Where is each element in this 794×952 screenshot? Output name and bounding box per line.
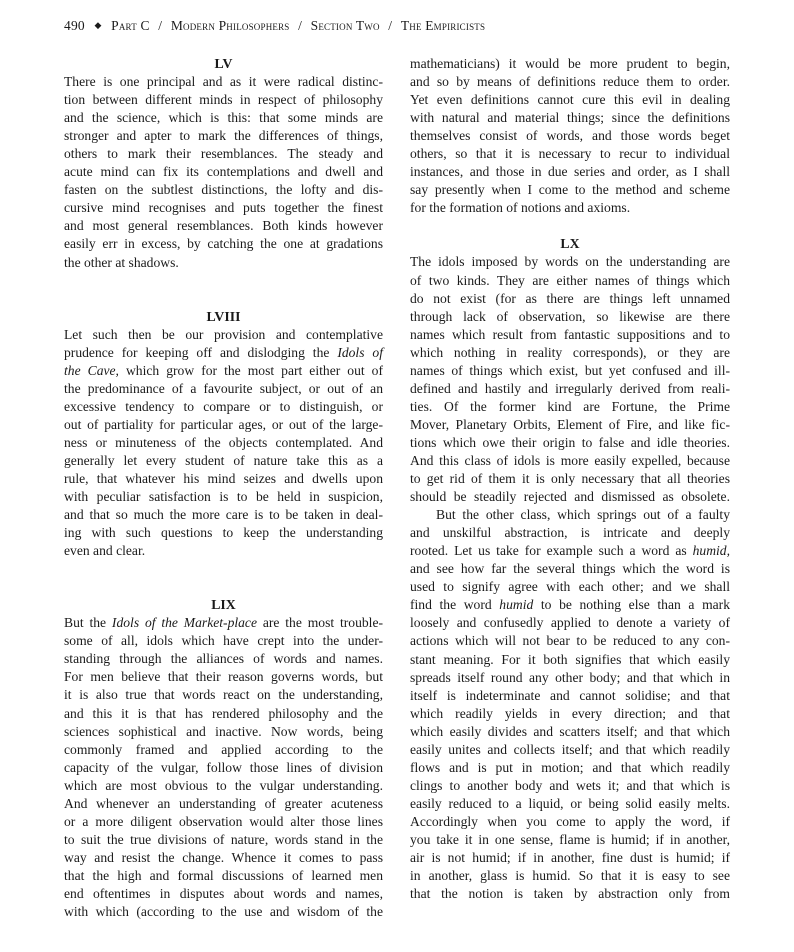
- text-line: and this it is that has rendered philosophy and the: [64, 705, 383, 721]
- text-line: some of all, idols which have crept into the under-: [64, 633, 383, 649]
- text-line: easily reduced to a liquid, or being solid easily melts.: [410, 795, 730, 811]
- text-line: in another, glass is humid. So that it is easy to see: [410, 868, 730, 884]
- text-line: with peculiar satisfaction is to be held in suspicion,: [64, 489, 383, 505]
- text-line: others, so that it is necessary to recur to individual: [410, 146, 730, 162]
- text-line: Mover, Planetary Orbits, Element of Fire, and like fic-: [410, 416, 730, 432]
- text-line: excessive tendency to compare or to distinguish, or: [64, 398, 383, 414]
- text-line: cursive mind recognises and puts together the finest: [64, 200, 383, 216]
- aphorism-lix-continued: [410, 55, 730, 217]
- text-line: tions which owe their origin to false and idle theories.: [410, 434, 730, 450]
- text-line: air is not humid; if in another, fine dust is humid; if: [410, 850, 730, 866]
- text-line: the other at shadows.: [64, 254, 179, 270]
- text-line: names of things which exist, but yet confused and ill-: [410, 362, 730, 378]
- italic-run: Idols of: [337, 344, 383, 360]
- text-line: easily err in excess, by catching the one at gradations: [64, 236, 383, 252]
- text-line: rule, that whatever his mind seizes and dwells upon: [64, 470, 383, 486]
- text-line: And this class of idols is more easily expelled, because: [410, 452, 730, 468]
- text-line: acute mind can fix its contemplations and dwell and: [64, 164, 383, 180]
- text-line: to suit the true divisions of nature, words stand in the: [64, 831, 383, 847]
- italic-run: humid: [499, 597, 534, 613]
- text-line: easily unites and collects itself; and that which readily: [410, 741, 730, 757]
- text-line: end oftentimes in disputes about words and names,: [64, 885, 383, 901]
- text-line: instances, and those in due series and order, as I shall: [410, 164, 730, 180]
- text-line: Yet even definitions cannot cure this evil in dealing: [410, 92, 730, 108]
- running-head: [64, 18, 744, 34]
- text-line: through lack of observation, so likewise are there: [410, 308, 730, 324]
- text-line: ties. Of the former kind are Fortune, the Prime: [410, 398, 730, 414]
- aphorism-heading-lx: LX: [560, 236, 580, 252]
- section-gap: [64, 560, 383, 596]
- text-line: For men believe that their reason governs words, but: [64, 669, 383, 685]
- page-number: 490: [64, 18, 85, 33]
- italic-run: Idols of the Market-place: [111, 615, 258, 631]
- text-line: and see how far the several things which the word is: [410, 561, 730, 577]
- text-line: actions which will not bear to be reduced to any con-: [410, 633, 730, 649]
- text-line: out of partiality for particular ages, or out of the large-: [64, 416, 383, 432]
- text-line: [64, 362, 383, 380]
- text-line: names which result from fantastic suppositions and to: [410, 326, 730, 342]
- aphorism-heading-lix: LIX: [211, 597, 236, 613]
- italic-run: the Cave,: [64, 362, 119, 378]
- text-line: [410, 542, 730, 560]
- text-line: and the science, which is this: that some minds are: [64, 110, 383, 126]
- text-run: to be nothing else than a mark: [533, 597, 730, 613]
- separator: /: [158, 18, 163, 33]
- text-line: fasten on the subtlest distinctions, the lofty and dis-: [64, 182, 383, 198]
- text-line: There is one principal and as it were radical distinc-: [64, 74, 383, 90]
- text-line: and unskilful abstraction, is intricate and deeply: [410, 525, 730, 541]
- text-line: that the notion is taken by abstraction only from: [410, 886, 730, 902]
- text-line: clings to another body and wets it; and that which is: [410, 777, 730, 793]
- text-line: ness or minuteness of the objects contemplated. And: [64, 434, 383, 450]
- text-run: which grow for the most part either out of: [118, 362, 383, 378]
- text-line: for the formation of notions and axioms.: [410, 200, 631, 216]
- separator: /: [298, 18, 303, 33]
- text-run: rooted. Let us take for example such a word as: [410, 543, 693, 559]
- chapter-title: The Empiricists: [400, 18, 486, 33]
- section-gap: [410, 217, 730, 235]
- diamond-ornament-icon: ◆: [94, 20, 102, 30]
- text-line: and most general resemblances. Both kinds however: [64, 218, 383, 234]
- text-line: generally let every student of nature take this as a: [64, 452, 383, 468]
- aphorism-heading-lviii: LVIII: [206, 308, 241, 324]
- text-line: say presently when I come to the method and scheme: [410, 182, 730, 198]
- aphorism-lviii-text: [64, 326, 383, 561]
- section-gap: [64, 272, 383, 308]
- aphorism-lv-text: [64, 73, 383, 272]
- text-line: stronger and apter to mark the differences of things,: [64, 128, 383, 144]
- text-line: you take it in one sense, flame is humid; if in another,: [410, 831, 730, 847]
- right-column: [410, 55, 730, 903]
- part-label: Part C: [111, 18, 150, 33]
- text-line: which readily yields in every direction; and that: [410, 705, 730, 721]
- text-line: mathematicians) it would be more prudent to begin,: [410, 56, 730, 71]
- text-line: itself is indeterminate and cannot solidise; and that: [410, 687, 730, 703]
- text-line: way and resist the change. Whence it comes to pass: [64, 849, 383, 865]
- text-line: that the high and formal discussions of learned men: [64, 867, 383, 883]
- text-line: it is also true that words react on the understanding,: [64, 687, 383, 703]
- text-line: even and clear.: [64, 543, 146, 559]
- text-line: standing through the alliances of words and names.: [64, 651, 383, 667]
- text-line: stant meaning. For it both signifies that which easily: [410, 651, 730, 667]
- book-title: Modern Philosophers: [170, 18, 290, 33]
- text-run: are the most trouble-: [257, 615, 384, 631]
- text-line: and so by means of definitions reduce them to order.: [410, 74, 730, 90]
- separator: /: [388, 18, 393, 33]
- text-line: spreads itself round any other body; and that which in: [410, 669, 730, 685]
- text-run: But the: [64, 615, 112, 631]
- aphorism-lix-text: [64, 614, 383, 921]
- text-line: ing with such questions to keep the understanding: [64, 525, 383, 541]
- text-line: capacity of the vulgar, follow those lines of division: [64, 759, 383, 775]
- text-line: do not exist (for as there are things left unnamed: [410, 290, 730, 306]
- text-run: prudence for keeping off and dislodging the: [64, 344, 338, 360]
- text-line: commonly framed and applied according to the: [64, 741, 383, 757]
- text-line: [64, 344, 383, 362]
- section-label: Section Two: [310, 18, 380, 33]
- text-line: Accordingly when you come to apply the word, if: [410, 813, 730, 829]
- text-line: flows and is put in motion; and that which readily: [410, 759, 730, 775]
- aphorism-lx-text: [410, 253, 730, 903]
- text-line: should be steadily rejected and dismissed as obsolete.: [410, 489, 730, 505]
- text-line: the predominance of a favourite subject, or out of an: [64, 380, 383, 396]
- text-line: of two kinds. They are either names of things which: [410, 272, 730, 288]
- text-line: which are most obvious to the vulgar understanding.: [64, 777, 383, 793]
- text-line: and that so much the more care is to be taken in deal-: [64, 507, 383, 523]
- italic-run: humid,: [692, 543, 730, 559]
- text-line: to get rid of them it is only necessary that all theories: [410, 471, 730, 487]
- aphorism-heading-lv: LV: [214, 56, 233, 71]
- text-line: others to mark their resemblances. The steady and: [64, 146, 383, 162]
- text-line: with natural and material things; since the definitions: [410, 110, 730, 126]
- text-line: loosely and confusedly applied to denote a variety of: [410, 615, 730, 631]
- text-line: used to signify agree with each other; and we shall: [410, 579, 730, 595]
- text-line: with which (according to the use and wisdom of the: [64, 904, 383, 920]
- text-run: find the word: [410, 597, 500, 613]
- text-line: which easily divides and scatters itself; and that which: [410, 723, 730, 739]
- text-line: But the other class, which springs out of a faulty: [436, 507, 730, 523]
- text-line: which nothing in reality corresponds), or they are: [410, 344, 730, 360]
- text-line: sciences sophistical and inactive. Now words, being: [64, 723, 383, 739]
- text-line: The idols imposed by words on the understanding are: [410, 254, 730, 270]
- text-line: [410, 596, 730, 614]
- text-line: or a more diligent observation would alter those lines: [64, 813, 383, 829]
- text-line: themselves consist of words, and those words beget: [410, 128, 730, 144]
- text-line: Let such then be our provision and contemplative: [64, 326, 383, 342]
- text-line: And whenever an understanding of greater acuteness: [64, 795, 383, 811]
- left-column: [64, 55, 383, 921]
- text-line: defined and hastily and irregularly derived from reali-: [410, 380, 730, 396]
- text-line: tion between different minds in respect of philosophy: [64, 92, 383, 108]
- text-line: [64, 614, 383, 632]
